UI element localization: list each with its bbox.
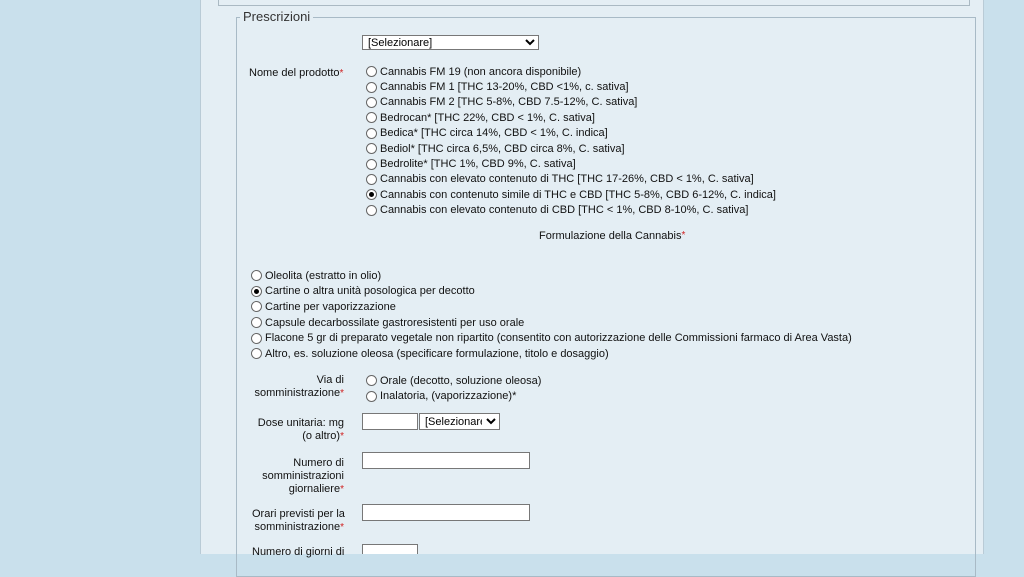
daily-label-line: Numero di: [293, 457, 344, 469]
radio-icon[interactable]: [251, 301, 262, 312]
option-label: Cannabis FM 19 (non ancora disponibile): [380, 65, 582, 78]
option-label: Bedica* [THC circa 14%, CBD < 1%, C. indica]: [380, 127, 608, 140]
product-option[interactable]: [366, 156, 776, 171]
option-label: Bedrocan* [THC 22%, CBD < 1%, C. sativa]: [380, 111, 595, 124]
radio-icon[interactable]: [366, 174, 377, 185]
formulation-label-text: Formulazione della Cannabis: [539, 230, 682, 242]
top-section-border: [218, 0, 970, 6]
dose-unit-select[interactable]: [419, 413, 500, 430]
dose-label-line: (o altro): [302, 430, 341, 442]
formulation-option[interactable]: [251, 346, 852, 362]
radio-icon[interactable]: [366, 189, 377, 200]
formulation-option[interactable]: [251, 284, 852, 300]
option-label: Inalatoria, (vaporizzazione)*: [380, 390, 517, 403]
option-label: Orale (decotto, soluzione oleosa): [380, 374, 542, 387]
product-label: [249, 67, 343, 80]
option-label: Altro, es. soluzione oleosa (specificare formulazione, titolo e dosaggio): [265, 347, 609, 360]
radio-icon[interactable]: [366, 112, 377, 123]
option-label: Cannabis FM 1 [THC 13-20%, CBD <1%, c. sativa]: [380, 81, 629, 94]
dose-input[interactable]: [362, 413, 418, 430]
radio-icon[interactable]: [251, 348, 262, 359]
required-mark: *: [339, 68, 344, 79]
route-label: [252, 374, 344, 400]
radio-icon[interactable]: [366, 97, 377, 108]
radio-icon[interactable]: [366, 143, 377, 154]
formulation-option[interactable]: [251, 299, 852, 315]
required-mark: *: [340, 431, 344, 442]
fieldset-legend: Prescrizioni: [240, 9, 313, 24]
product-option[interactable]: [366, 203, 776, 218]
dose-label-line: Dose unitaria: mg: [257, 417, 344, 429]
radio-icon[interactable]: [366, 375, 377, 386]
radio-icon[interactable]: [366, 391, 377, 402]
product-option[interactable]: [366, 79, 776, 94]
daily-label-line: giornaliere: [288, 483, 341, 495]
radio-icon[interactable]: [366, 205, 377, 216]
schedule-input[interactable]: [362, 504, 530, 521]
option-label: Cartine per vaporizzazione: [265, 300, 396, 313]
radio-icon[interactable]: [251, 333, 262, 344]
route-label-line: somministrazione: [254, 387, 341, 399]
required-mark: *: [681, 230, 686, 241]
radio-icon[interactable]: [366, 82, 377, 93]
radio-icon[interactable]: [366, 66, 377, 77]
option-label: Cannabis con contenuto simile di THC e CBD [THC 5-8%, CBD 6-12%, C. indica]: [380, 188, 776, 201]
product-label-text: Nome del prodotto: [249, 67, 340, 79]
schedule-label-line: Orari previsti per la: [252, 508, 345, 520]
formulation-radio-group: [251, 268, 852, 362]
radio-icon[interactable]: [366, 128, 377, 139]
radio-icon[interactable]: [251, 286, 262, 297]
product-option[interactable]: [366, 95, 776, 110]
days-label-line: Numero di giorni di: [252, 546, 345, 558]
option-label: Capsule decarbossilate gastroresistenti per uso orale: [265, 316, 525, 329]
radio-icon[interactable]: [251, 270, 262, 281]
daily-count-input[interactable]: [362, 452, 530, 469]
option-label: Cartine o altra unità posologica per decotto: [265, 285, 475, 298]
required-mark: *: [340, 388, 344, 399]
daily-label-line: somministrazioni: [262, 470, 344, 482]
product-option[interactable]: [366, 126, 776, 141]
formulation-option[interactable]: [251, 268, 852, 284]
option-label: Bediol* [THC circa 6,5%, CBD circa 8%, C. sativa]: [380, 142, 625, 155]
radio-icon[interactable]: [366, 159, 377, 170]
route-label-line: Via di: [316, 374, 344, 386]
product-radio-group: [366, 64, 776, 218]
schedule-label-line: somministrazione: [254, 521, 341, 533]
daily-label: [252, 457, 344, 496]
option-label: Flacone 5 gr di preparato vegetale non ripartito (consentito con autorizzazione delle Commissioni farmaco di Area Vasta): [265, 332, 852, 345]
radio-icon[interactable]: [251, 317, 262, 328]
option-label: Cannabis con elevato contenuto di THC [THC 17-26%, CBD < 1%, C. sativa]: [380, 173, 754, 186]
route-option[interactable]: [366, 389, 541, 405]
formulation-option[interactable]: [251, 330, 852, 346]
option-label: Oleolita (estratto in olio): [265, 269, 382, 282]
product-option[interactable]: [366, 172, 776, 187]
product-select[interactable]: [362, 35, 539, 50]
option-label: Cannabis FM 2 [THC 5-8%, CBD 7.5-12%, C. sativa]: [380, 96, 638, 109]
route-radio-group: [366, 373, 541, 404]
product-option[interactable]: [366, 141, 776, 156]
product-option[interactable]: [366, 187, 776, 202]
days-input[interactable]: [362, 544, 418, 554]
dose-label: [252, 417, 344, 443]
required-mark: *: [340, 484, 344, 495]
route-option[interactable]: [366, 373, 541, 389]
option-label: Bedrolite* [THC 1%, CBD 9%, C. sativa]: [380, 158, 576, 171]
product-option[interactable]: [366, 110, 776, 125]
product-option[interactable]: [366, 64, 776, 79]
required-mark: *: [340, 522, 344, 533]
formulation-label: [539, 230, 685, 242]
option-label: Cannabis con elevato contenuto di CBD [THC < 1%, CBD 8-10%, C. sativa]: [380, 204, 749, 217]
schedule-label: [252, 508, 344, 534]
formulation-option[interactable]: [251, 315, 852, 331]
days-label: [252, 546, 344, 559]
